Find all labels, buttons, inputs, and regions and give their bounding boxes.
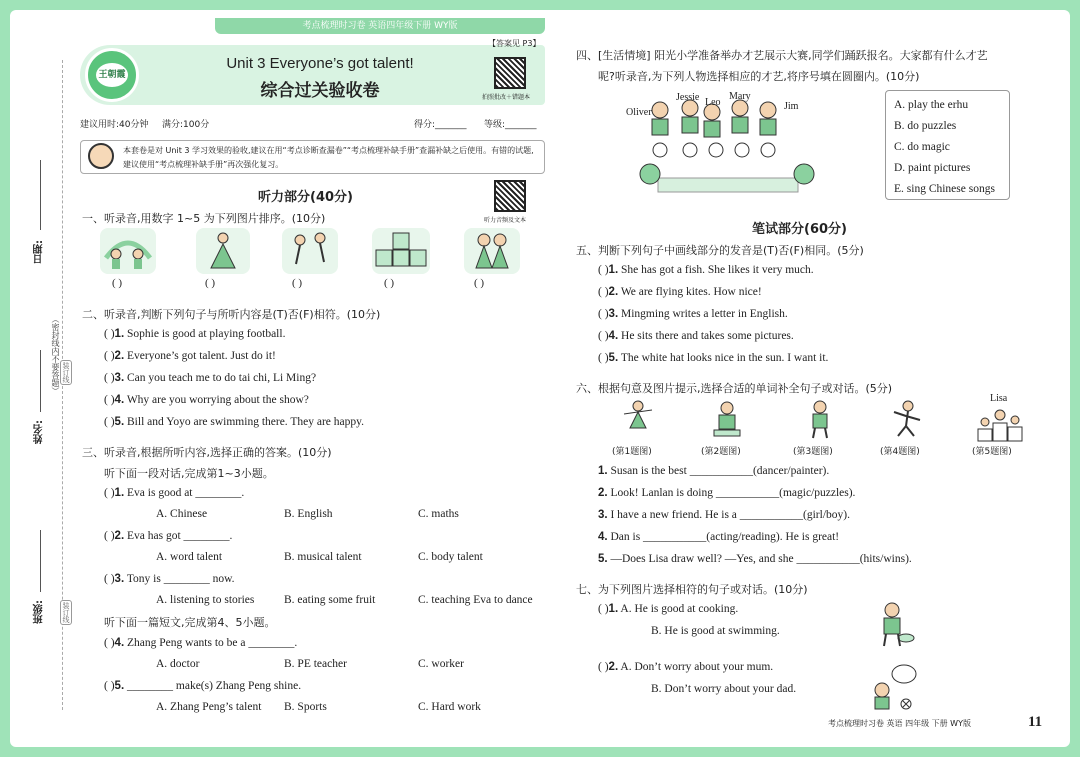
pronunciation-item: ( )2. We are flying kites. How nice!	[598, 286, 762, 298]
section-5-title: 五、判断下列句子中画线部分的发音是(T)否(F)相同。(5分)	[576, 244, 864, 257]
mc-option-c: C. Hard work	[418, 701, 481, 713]
fill-blank-item: 3. I have a new friend. He is a ___________(girl/boy).	[598, 509, 850, 521]
date-label: 日期:	[34, 240, 45, 264]
acting-boy-picture-icon	[888, 398, 926, 440]
cooking-boy-picture-icon	[872, 600, 916, 650]
fill-blank-item: 5. —Does Lisa draw well? —Yes, and she ___________(hits/wins).	[598, 553, 912, 565]
answer-blank[interactable]: ( )	[205, 277, 216, 289]
section-3-title: 三、听录音,根据所听内容,选择正确的答案。(10分)	[82, 446, 332, 459]
brand-logo	[85, 48, 139, 102]
talent-option: E. sing Chinese songs	[894, 183, 995, 195]
audio-qr-code-icon[interactable]	[494, 180, 526, 212]
mc-question: ( )3. Tony is ________ now.	[104, 573, 235, 585]
section-4-title-line-1: 四、[生活情境] 阳光小学准备举办才艺展示大赛,同学们踊跃报名。大家都有什么才艺	[576, 49, 988, 62]
section-3-intro-1: 听下面一段对话,完成第1~3小题。	[104, 467, 274, 480]
qr-code-icon[interactable]	[494, 57, 526, 89]
number-blocks-picture-icon	[372, 228, 430, 274]
talent-option: B. do puzzles	[894, 120, 957, 132]
mc-option-c: C. worker	[418, 658, 464, 670]
logo-text: 王朝霞	[96, 63, 128, 87]
section-3-intro-2: 听下面一篇短文,完成第4、5小题。	[104, 616, 276, 629]
answer-blank[interactable]: ( )	[104, 372, 115, 384]
match-option-b: B. Don’t worry about your dad.	[651, 683, 797, 695]
answer-blank[interactable]: ( )	[104, 680, 115, 692]
picture-caption: (第1题图)	[612, 447, 652, 457]
answer-blank[interactable]: ( )	[598, 661, 609, 673]
answer-blank[interactable]: ( )	[598, 264, 609, 276]
children-rainbow-picture-icon	[100, 228, 156, 274]
tf-item: ( )5. Bill and Yoyo are swimming there. They are happy.	[104, 416, 365, 428]
mc-option-b: B. musical talent	[284, 551, 362, 563]
writing-title: 笔试部分(60分)	[752, 222, 847, 237]
answer-blank[interactable]: ( )	[104, 637, 115, 649]
name-label: 姓名:	[34, 420, 45, 444]
notice-box	[80, 140, 545, 174]
girl-avatar-icon	[88, 143, 114, 169]
answer-blank[interactable]: ( )	[598, 603, 609, 615]
class-line	[40, 530, 41, 592]
talent-option: D. paint pictures	[894, 162, 971, 174]
answer-blank[interactable]: ( )	[112, 277, 123, 289]
tf-item: ( )1. Sophie is good at playing football.	[104, 328, 286, 340]
answer-blank[interactable]: ( )	[598, 308, 609, 320]
answer-blank[interactable]: ( )	[104, 530, 115, 542]
match-item: ( )1. A. He is good at cooking.	[598, 603, 739, 615]
notice-text: 本套卷是对 Unit 3 学习效果的验收,建议在用“考点诊断查漏卷”“考点梳理补缺手册”查漏补缺之后使用。有错的试题,建议使用“考点梳理补缺手册”再次强化复习。	[123, 146, 534, 169]
section-2-title: 二、听录音,判断下列句子与所听内容是(T)否(F)相符。(10分)	[82, 308, 381, 321]
mc-option-b: B. PE teacher	[284, 658, 347, 670]
mc-option-b: B. eating some fruit	[284, 594, 376, 606]
mc-question: ( )5. ________ make(s) Zhang Peng shine.	[104, 680, 302, 692]
date-line	[40, 160, 41, 230]
talent-options-box	[885, 90, 1010, 200]
section-4-title-line-2: 呢?听录音,为下列人物选择相应的才艺,将序号填在圆圈内。(10分)	[598, 70, 920, 83]
mc-option-c: C. body talent	[418, 551, 483, 563]
suggested-time: 建议用时:40分钟	[80, 120, 149, 130]
pronunciation-item: ( )3. Mingming writes a letter in English.	[598, 308, 788, 320]
mc-option-b: B. English	[284, 508, 333, 520]
character-name: Oliver	[626, 107, 652, 118]
mc-option-c: C. teaching Eva to dance	[418, 594, 533, 606]
pronunciation-item: ( )4. He sits there and takes some pictures.	[598, 330, 794, 342]
match-option-b: B. He is good at swimming.	[651, 625, 780, 637]
dancer-picture-icon	[620, 398, 656, 440]
mc-option-a: A. Zhang Peng’s talent	[156, 701, 262, 713]
pronunciation-item: ( )1. She has got a fish. She likes it very much.	[598, 264, 814, 276]
answer-blank[interactable]: ( )	[598, 330, 609, 342]
unit-title: Unit 3 Everyone’s got talent!	[226, 55, 414, 72]
answer-blank[interactable]: ( )	[292, 277, 303, 289]
answer-blank[interactable]: ( )	[104, 394, 115, 406]
talent-option: A. play the erhu	[894, 99, 969, 111]
picture-caption: (第3题图)	[793, 447, 833, 457]
dancing-girl-picture-icon	[196, 228, 250, 274]
section-6-title: 六、根据句意及图片提示,选择合适的单词补全句子或对话。(5分)	[576, 382, 893, 395]
answer-reference: 【答案见 P3】	[488, 39, 541, 48]
character-name: Mary	[729, 91, 751, 102]
fill-blank-item: 1. Susan is the best ___________(dancer/painter).	[598, 465, 830, 477]
fill-blank-item: 2. Look! Lanlan is doing ___________(magic/puzzles).	[598, 487, 856, 499]
binding-mark: 装订线	[62, 602, 70, 623]
boy-picture-icon	[802, 398, 838, 440]
mc-option-a: A. Chinese	[156, 508, 208, 520]
answer-blank[interactable]: ( )	[104, 328, 115, 340]
name-line	[40, 350, 41, 412]
binding-mark: 装订线	[62, 362, 70, 383]
worried-boy-picture-icon	[868, 660, 920, 712]
lisa-label: Lisa	[990, 393, 1008, 404]
page-number: 11	[1028, 714, 1043, 730]
picture-caption: (第5题图)	[972, 447, 1012, 457]
seal-note: （密封线内不要答题）	[51, 315, 60, 395]
answer-blank[interactable]: ( )	[104, 487, 115, 499]
podium-picture-icon	[976, 405, 1024, 443]
character-name: Jim	[784, 101, 799, 112]
qr-caption: 拍照批改＋错题本	[482, 94, 531, 101]
tf-item: ( )2. Everyone’s got talent. Just do it!	[104, 350, 276, 362]
exam-title: 综合过关验收卷	[260, 81, 380, 101]
character-name: Leo	[705, 97, 721, 108]
answer-blank[interactable]: ( )	[598, 286, 609, 298]
pronunciation-item: ( )5. The white hat looks nice in the sun. I want it.	[598, 352, 829, 364]
tf-item: ( )4. Why are you worrying about the show?	[104, 394, 309, 406]
mc-option-c: C. maths	[418, 508, 459, 520]
class-label: 班级:	[34, 600, 45, 624]
picture-caption: (第4题图)	[880, 447, 920, 457]
mc-option-a: A. listening to stories	[156, 594, 255, 606]
answer-blank[interactable]: ( )	[104, 350, 115, 362]
mc-question: ( )2. Eva has got ________.	[104, 530, 233, 542]
match-item: ( )2. A. Don’t worry about your mum.	[598, 661, 774, 673]
top-banner: 考点梳理时习卷 英语四年级下册 WY版	[215, 18, 545, 34]
answer-blank[interactable]: ( )	[384, 277, 395, 289]
singing-girls-picture-icon	[464, 228, 520, 274]
fill-blank-item: 4. Dan is ___________(acting/reading). He is great!	[598, 531, 840, 543]
mc-option-b: B. Sports	[284, 701, 327, 713]
picture-caption: (第2题图)	[701, 447, 741, 457]
mc-option-a: A. word talent	[156, 551, 223, 563]
answer-blank[interactable]: ( )	[104, 573, 115, 585]
full-score: 满分:100分	[162, 120, 210, 130]
footer-info: 考点梳理时习卷 英语 四年级 下册 WY版	[828, 719, 971, 728]
character-name: Jessie	[676, 92, 700, 103]
listening-title: 听力部分(40分)	[258, 190, 353, 205]
section-7-title: 七、为下列图片选择相符的句子或对话。(10分)	[576, 583, 808, 596]
score-field[interactable]: 得分:_______	[414, 120, 467, 130]
talent-option: C. do magic	[894, 141, 950, 153]
mc-question: ( )1. Eva is good at ________.	[104, 487, 245, 499]
answer-blank[interactable]: ( )	[598, 352, 609, 364]
mc-question: ( )4. Zhang Peng wants to be a ________.	[104, 637, 298, 649]
section-1-title: 一、听录音,用数字 1~5 为下列图片排序。(10分)	[82, 212, 326, 225]
answer-blank[interactable]: ( )	[104, 416, 115, 428]
running-boys-picture-icon	[282, 228, 338, 274]
puzzle-girl-picture-icon	[708, 398, 746, 440]
grade-field[interactable]: 等级:_______	[484, 120, 537, 130]
audio-qr-caption: 听力音频及文本	[484, 217, 527, 224]
tf-item: ( )3. Can you teach me to do tai chi, Li Ming?	[104, 372, 317, 384]
mc-option-a: A. doctor	[156, 658, 200, 670]
answer-blank[interactable]: ( )	[474, 277, 485, 289]
